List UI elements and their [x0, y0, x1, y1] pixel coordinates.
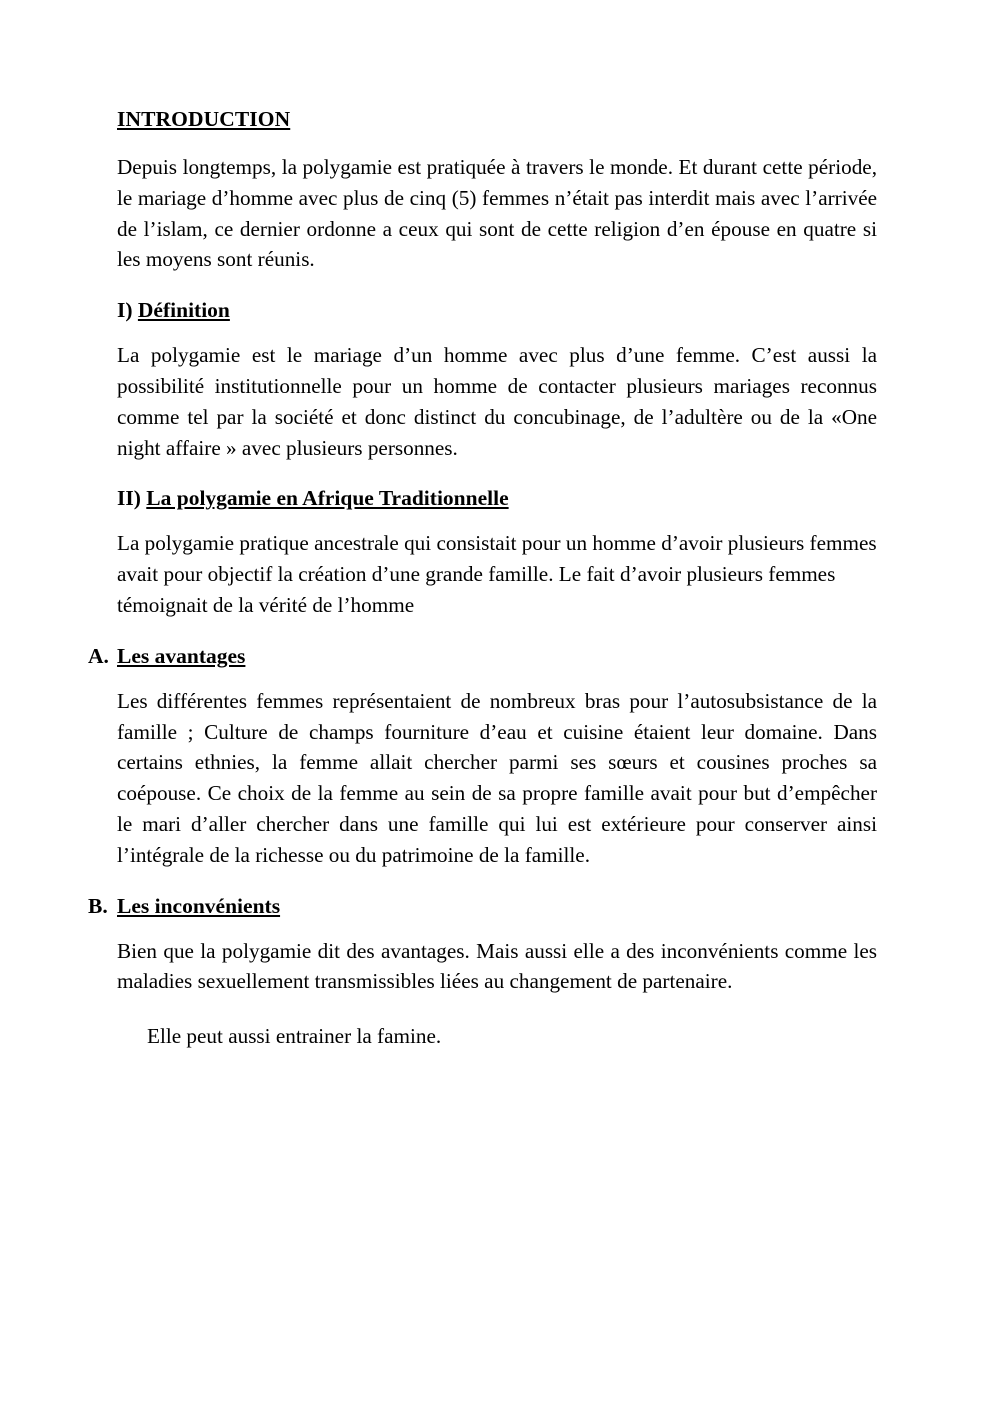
document-body	[88, 104, 877, 1052]
paragraph-les-inconvenients: Bien que la polygamie dit des avantages. Mais aussi elle a des inconvénients comme les maladies sexuellement transmissibles liées au changement de partenaire.	[117, 938, 877, 994]
heading-definition-marker: I)	[117, 298, 133, 323]
heading-polygamie-afrique	[117, 483, 877, 513]
list-item-a-label: Les avantages	[117, 643, 246, 668]
heading-definition-text: Définition	[137, 298, 230, 323]
paragraph-introduction: Depuis longtemps, la polygamie est pratiquée à travers le monde. Et durant cette période, le mariage d’homme avec plus de cinq (5) femmes n’était pas interdit mais avec l’arrivée de l’islam, ce dernier ordonne a ceux qui sont de cette religion d’en épouse en quatre si les moyens sont réunis.	[117, 155, 877, 272]
paragraph-polygamie-afrique: La polygamie pratique ancestrale qui consistait pour un homme d’avoir plusieurs femmes avait pour objectif la création d’une grande famille. Le fait d’avoir plusieurs femmes témoignait de la vérité de l’homme	[117, 531, 877, 617]
heading-polygamie-afrique-text: La polygamie en Afrique Traditionnelle	[146, 486, 509, 511]
heading-introduction	[117, 104, 877, 134]
heading-definition	[117, 295, 877, 325]
heading-introduction-text: INTRODUCTION	[117, 107, 291, 131]
list-marker-a: A.	[88, 643, 109, 668]
heading-polygamie-afrique-marker: II)	[117, 486, 141, 511]
paragraph-les-avantages: Les différentes femmes représentaient de nombreux bras pour l’autosubsistance de la famille ; Culture de champs fourniture d’eau et cuisine étaient leur domaine. Dans certains ethnies, la femme allait chercher parmi ses sœurs et cousines proches sa coépouse. Ce choix de la femme au sein de sa propre famille avait pour but d’empêcher le mari d’aller chercher dans une famille qui lui est extérieure pour conserver ainsi l’intégrale de la richesse ou du patrimoine de la famille.	[117, 688, 877, 867]
paragraph-definition: La polygamie est le mariage d’un homme avec plus d’une femme. C’est aussi la possibilité institutionnelle pour un homme de contacter plusieurs mariages reconnus comme tel par la société et donc distinct du concubinage, de l’adultère ou de la «One night affaire » avec plusieurs personnes.	[117, 343, 877, 460]
list-marker-b: B.	[88, 893, 108, 918]
list-item-b-les-inconvenients	[88, 891, 877, 921]
list-item-b-label: Les inconvénients	[117, 893, 281, 918]
list-item-a-les-avantages	[88, 641, 877, 671]
paragraph-closing-line: Elle peut aussi entrainer la famine.	[147, 1024, 442, 1049]
